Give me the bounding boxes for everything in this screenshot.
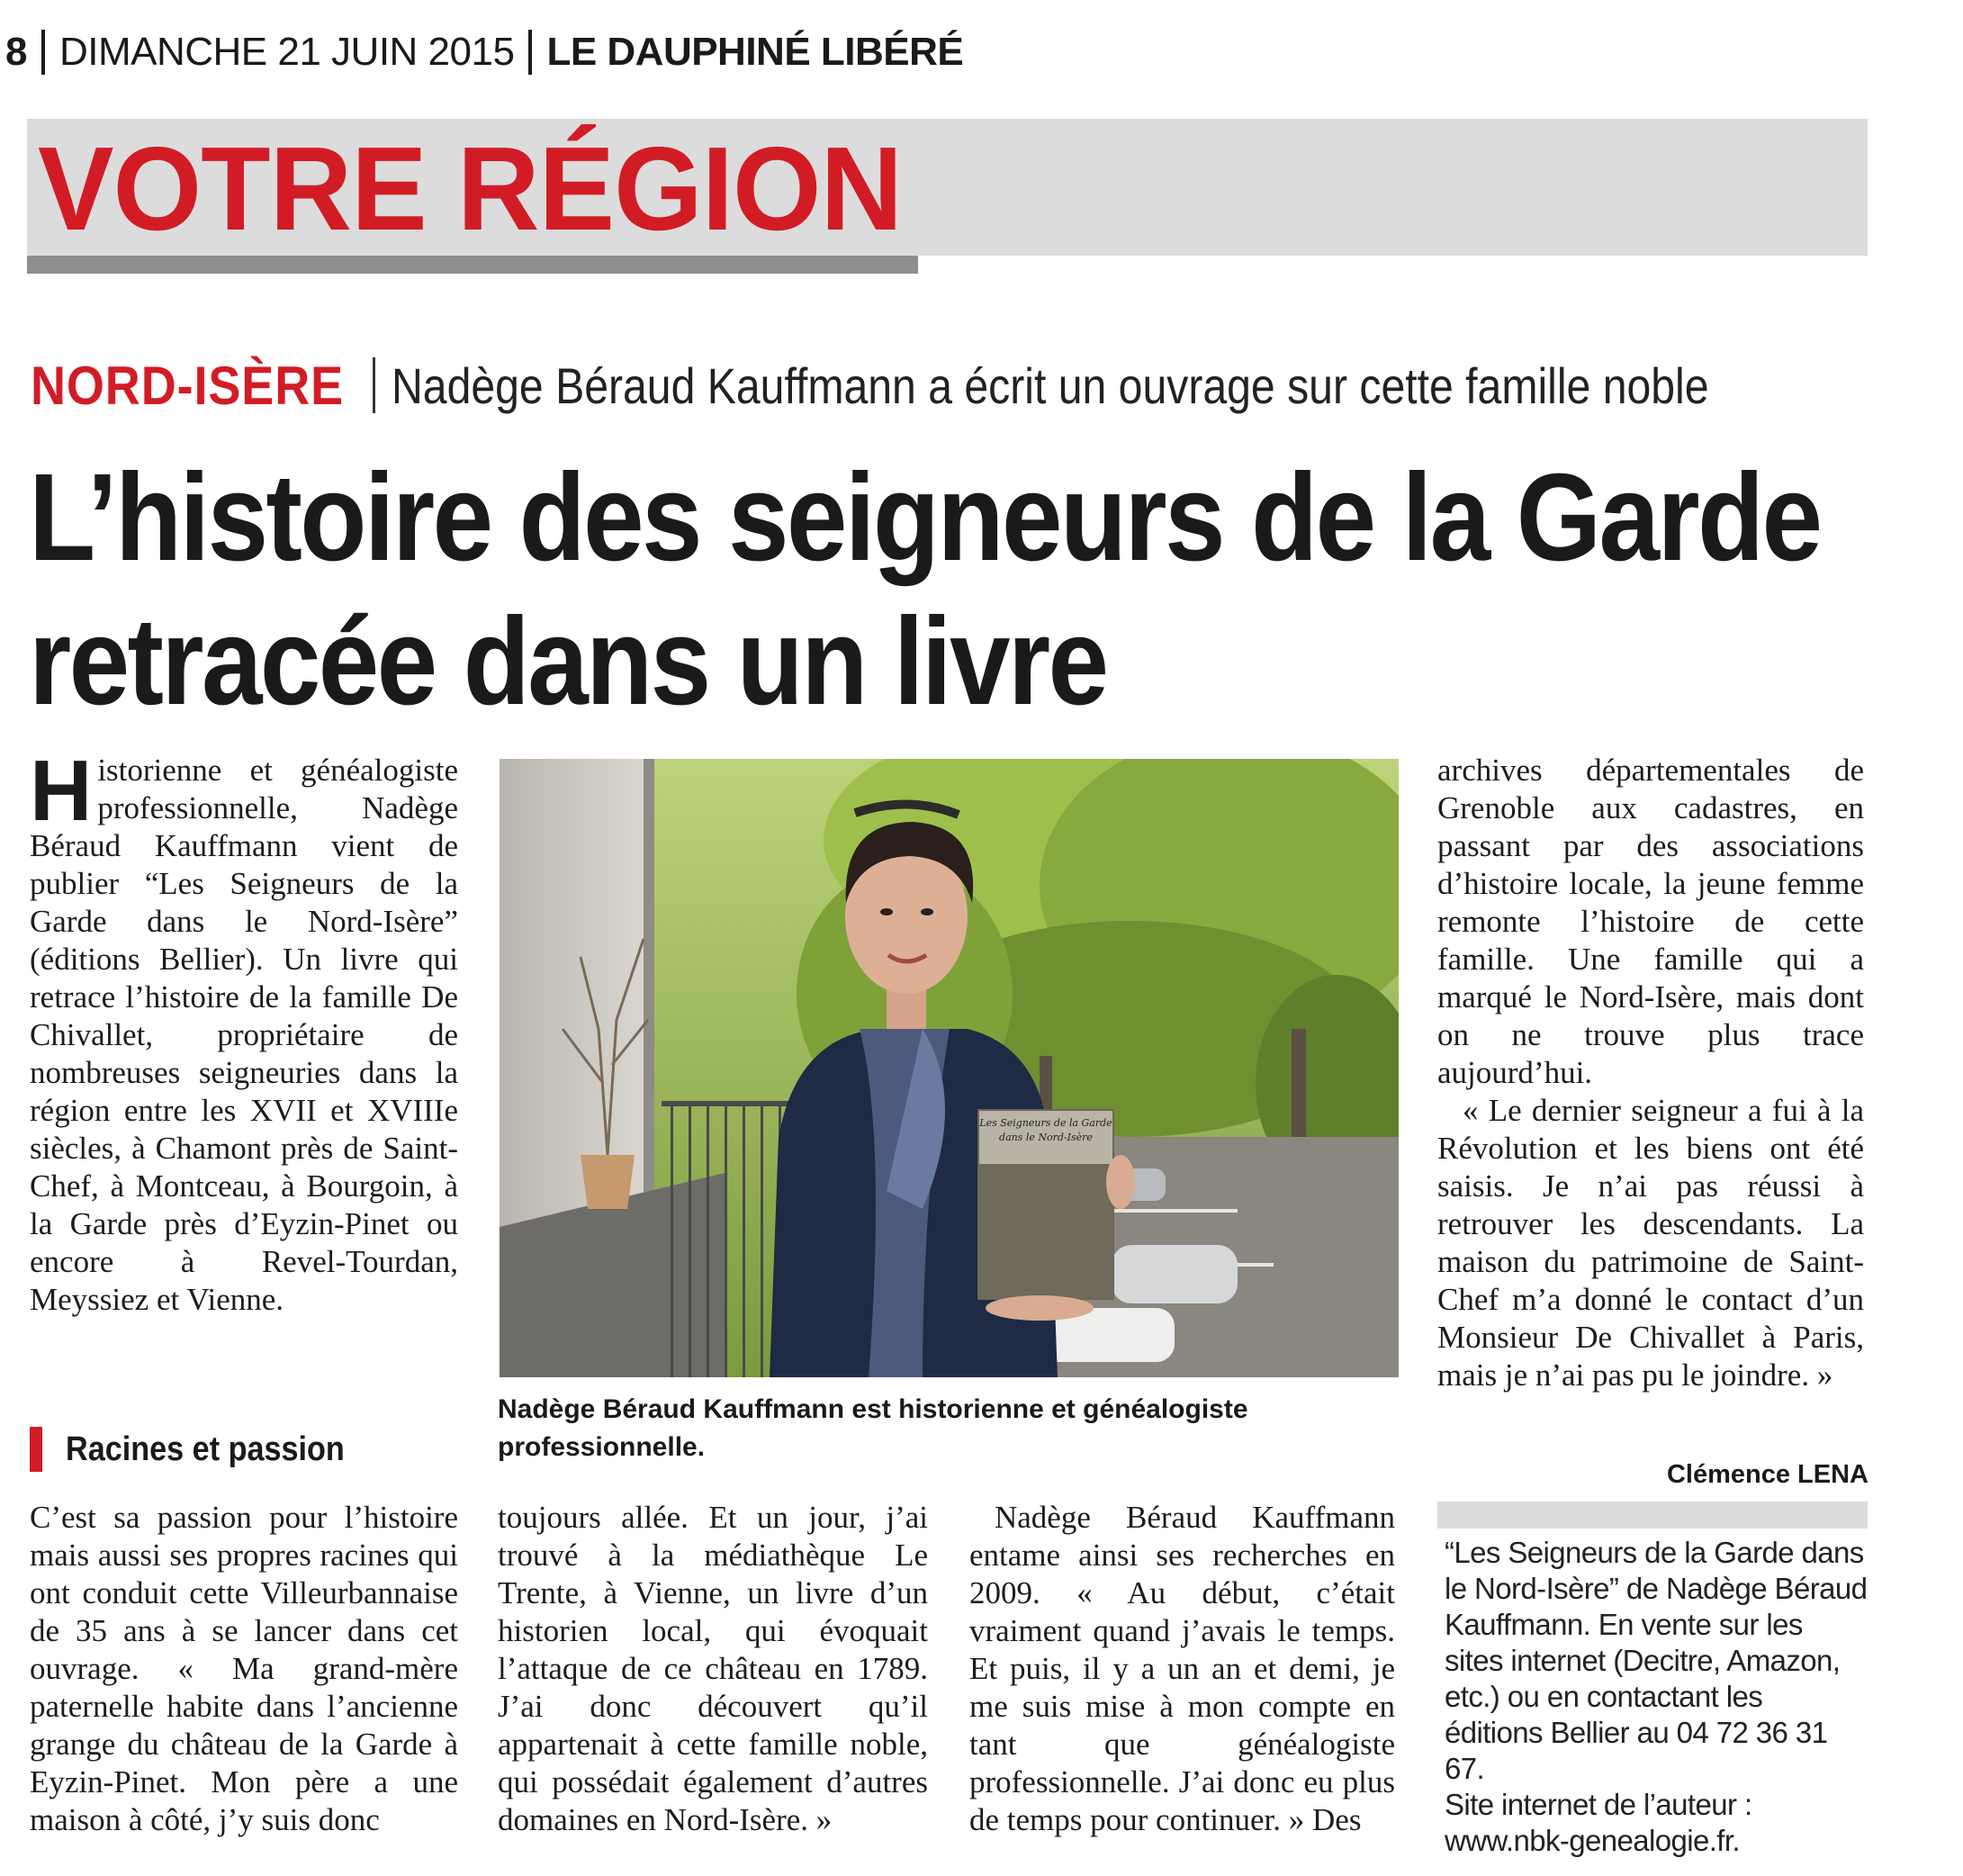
masthead-divider bbox=[528, 30, 532, 75]
kicker-divider bbox=[373, 357, 375, 413]
headline-line-2: retracée dans un livre bbox=[29, 592, 1107, 731]
infobox-website: Site internet de l’auteur : www.nbk-genealogie.fr. bbox=[1445, 1788, 1752, 1857]
infobox-bar bbox=[1437, 1502, 1868, 1529]
article-paragraph: C’est sa passion pour l’histoire mais aussi ses propres racines qui ont conduit cette Villeurbannaise de 35 ans à se lancer dans cet ouvrage. « Ma grand-mère paternelle habite dans l’ancienne grange du château de la Garde à Eyzin-Pinet. Mon père a une maison à côté, j’y suis donc bbox=[30, 1500, 458, 1837]
article-paragraph: toujours allée. Et un jour, j’ai trouvé à la médiathèque Le Trente, à Vienne, un livre d’un historien local, qui évoquait l’attaque de ce château en 1789. J’ai donc découvert qu’il appartenait à cette famille noble, qui possédait également d’autres domaines en Nord-Isère. » bbox=[498, 1500, 928, 1837]
subhead-text: Racines et passion bbox=[66, 1430, 345, 1468]
photo-caption: Nadège Béraud Kauffmann est historienne et généalogiste professionnelle. bbox=[498, 1394, 1248, 1462]
infobox bbox=[1445, 1535, 1868, 1859]
drop-cap: H bbox=[30, 743, 93, 839]
article-paragraph: archives départementales de Grenoble aux cadastres, en passant par des associations d’histoire locale, la jeune femme remonte l’histoire de cette famille. Une famille qui a marqué le Nord-Isère, mais dont on ne trouve plus trace aujourd’hui. bbox=[1437, 753, 1864, 1090]
author-byline: Clémence LENA bbox=[1666, 1460, 1868, 1489]
article-intro: istorienne et généalogiste professionnelle, Nadège Béraud Kauffmann vient de publier “Les Seigneurs de la Garde dans le Nord-Isère” (éditions Bellier). Un livre qui retrace l’histoire de la famille De Chivallet, propriétaire de nombreuses seigneuries dans la région entre les XVII et XVIIIe siècles, à Chamont près de Saint-Chef, à Montceau, à Bourgoin, à la Garde près d’Eyzin-Pinet ou encore à Revel-Tourdan, Meyssiez et Vienne. bbox=[30, 753, 458, 1317]
book-title-2: dans le Nord-Isère bbox=[999, 1132, 1093, 1143]
kicker-location: NORD-ISÈRE bbox=[31, 355, 345, 416]
article-column-1 bbox=[30, 743, 458, 1319]
infobox-text: “Les Seigneurs de la Garde dans le Nord-Isère” de Nadège Béraud Kauffmann. En vente sur les sites internet (Decitre, Amazon, etc.) ou en contactant les éditions Bellier au 04 72 36 31 67. bbox=[1445, 1536, 1868, 1785]
book-title-1: Les Seigneurs de la Garde bbox=[979, 1117, 1112, 1129]
kicker-subtitle: Nadège Béraud Kauffmann a écrit un ouvrage sur cette famille noble bbox=[392, 356, 1709, 414]
article-column-2 bbox=[498, 1499, 928, 1839]
masthead-divider bbox=[41, 30, 45, 75]
article-paragraph: Nadège Béraud Kauffmann entame ainsi ses recherches en 2009. « Au début, c’était vraiment quand j’avais le temps. Et puis, il y a un an et demi, je me suis mise à mon compte en tant que généalogiste professionnelle. J’ai donc eu plus de temps pour continuer. » Des bbox=[969, 1500, 1395, 1837]
photo-illustration bbox=[500, 759, 1399, 1377]
kicker bbox=[31, 349, 1923, 421]
page-number: 8 bbox=[5, 30, 27, 74]
headline-line-1: L’histoire des seigneurs de la Garde bbox=[29, 448, 1821, 587]
newspaper-name: LE DAUPHINÉ LIBÉRÉ bbox=[546, 30, 964, 74]
article-column-1-continued bbox=[30, 1499, 458, 1839]
article-column-4 bbox=[1437, 752, 1864, 1394]
section-banner-underline bbox=[27, 256, 918, 274]
article-quote: « Le dernier seigneur a fui à la Révolution et les biens ont été saisis. Je n’ai pas réussi à retrouver les descendants. La maison du patrimoine de Saint-Chef m’a donné le contact d’un Monsieur De Chivallet à Paris, mais je n’ai pas pu le joindre. » bbox=[1437, 1093, 1864, 1393]
article-photo bbox=[500, 759, 1399, 1377]
article-column-3 bbox=[969, 1499, 1395, 1839]
issue-date: DIMANCHE 21 JUIN 2015 bbox=[59, 30, 515, 74]
section-title: VOTRE RÉGION bbox=[38, 122, 903, 255]
masthead bbox=[5, 25, 963, 79]
subhead bbox=[30, 1427, 375, 1472]
subhead-marker bbox=[30, 1427, 42, 1472]
headline bbox=[29, 446, 1821, 734]
